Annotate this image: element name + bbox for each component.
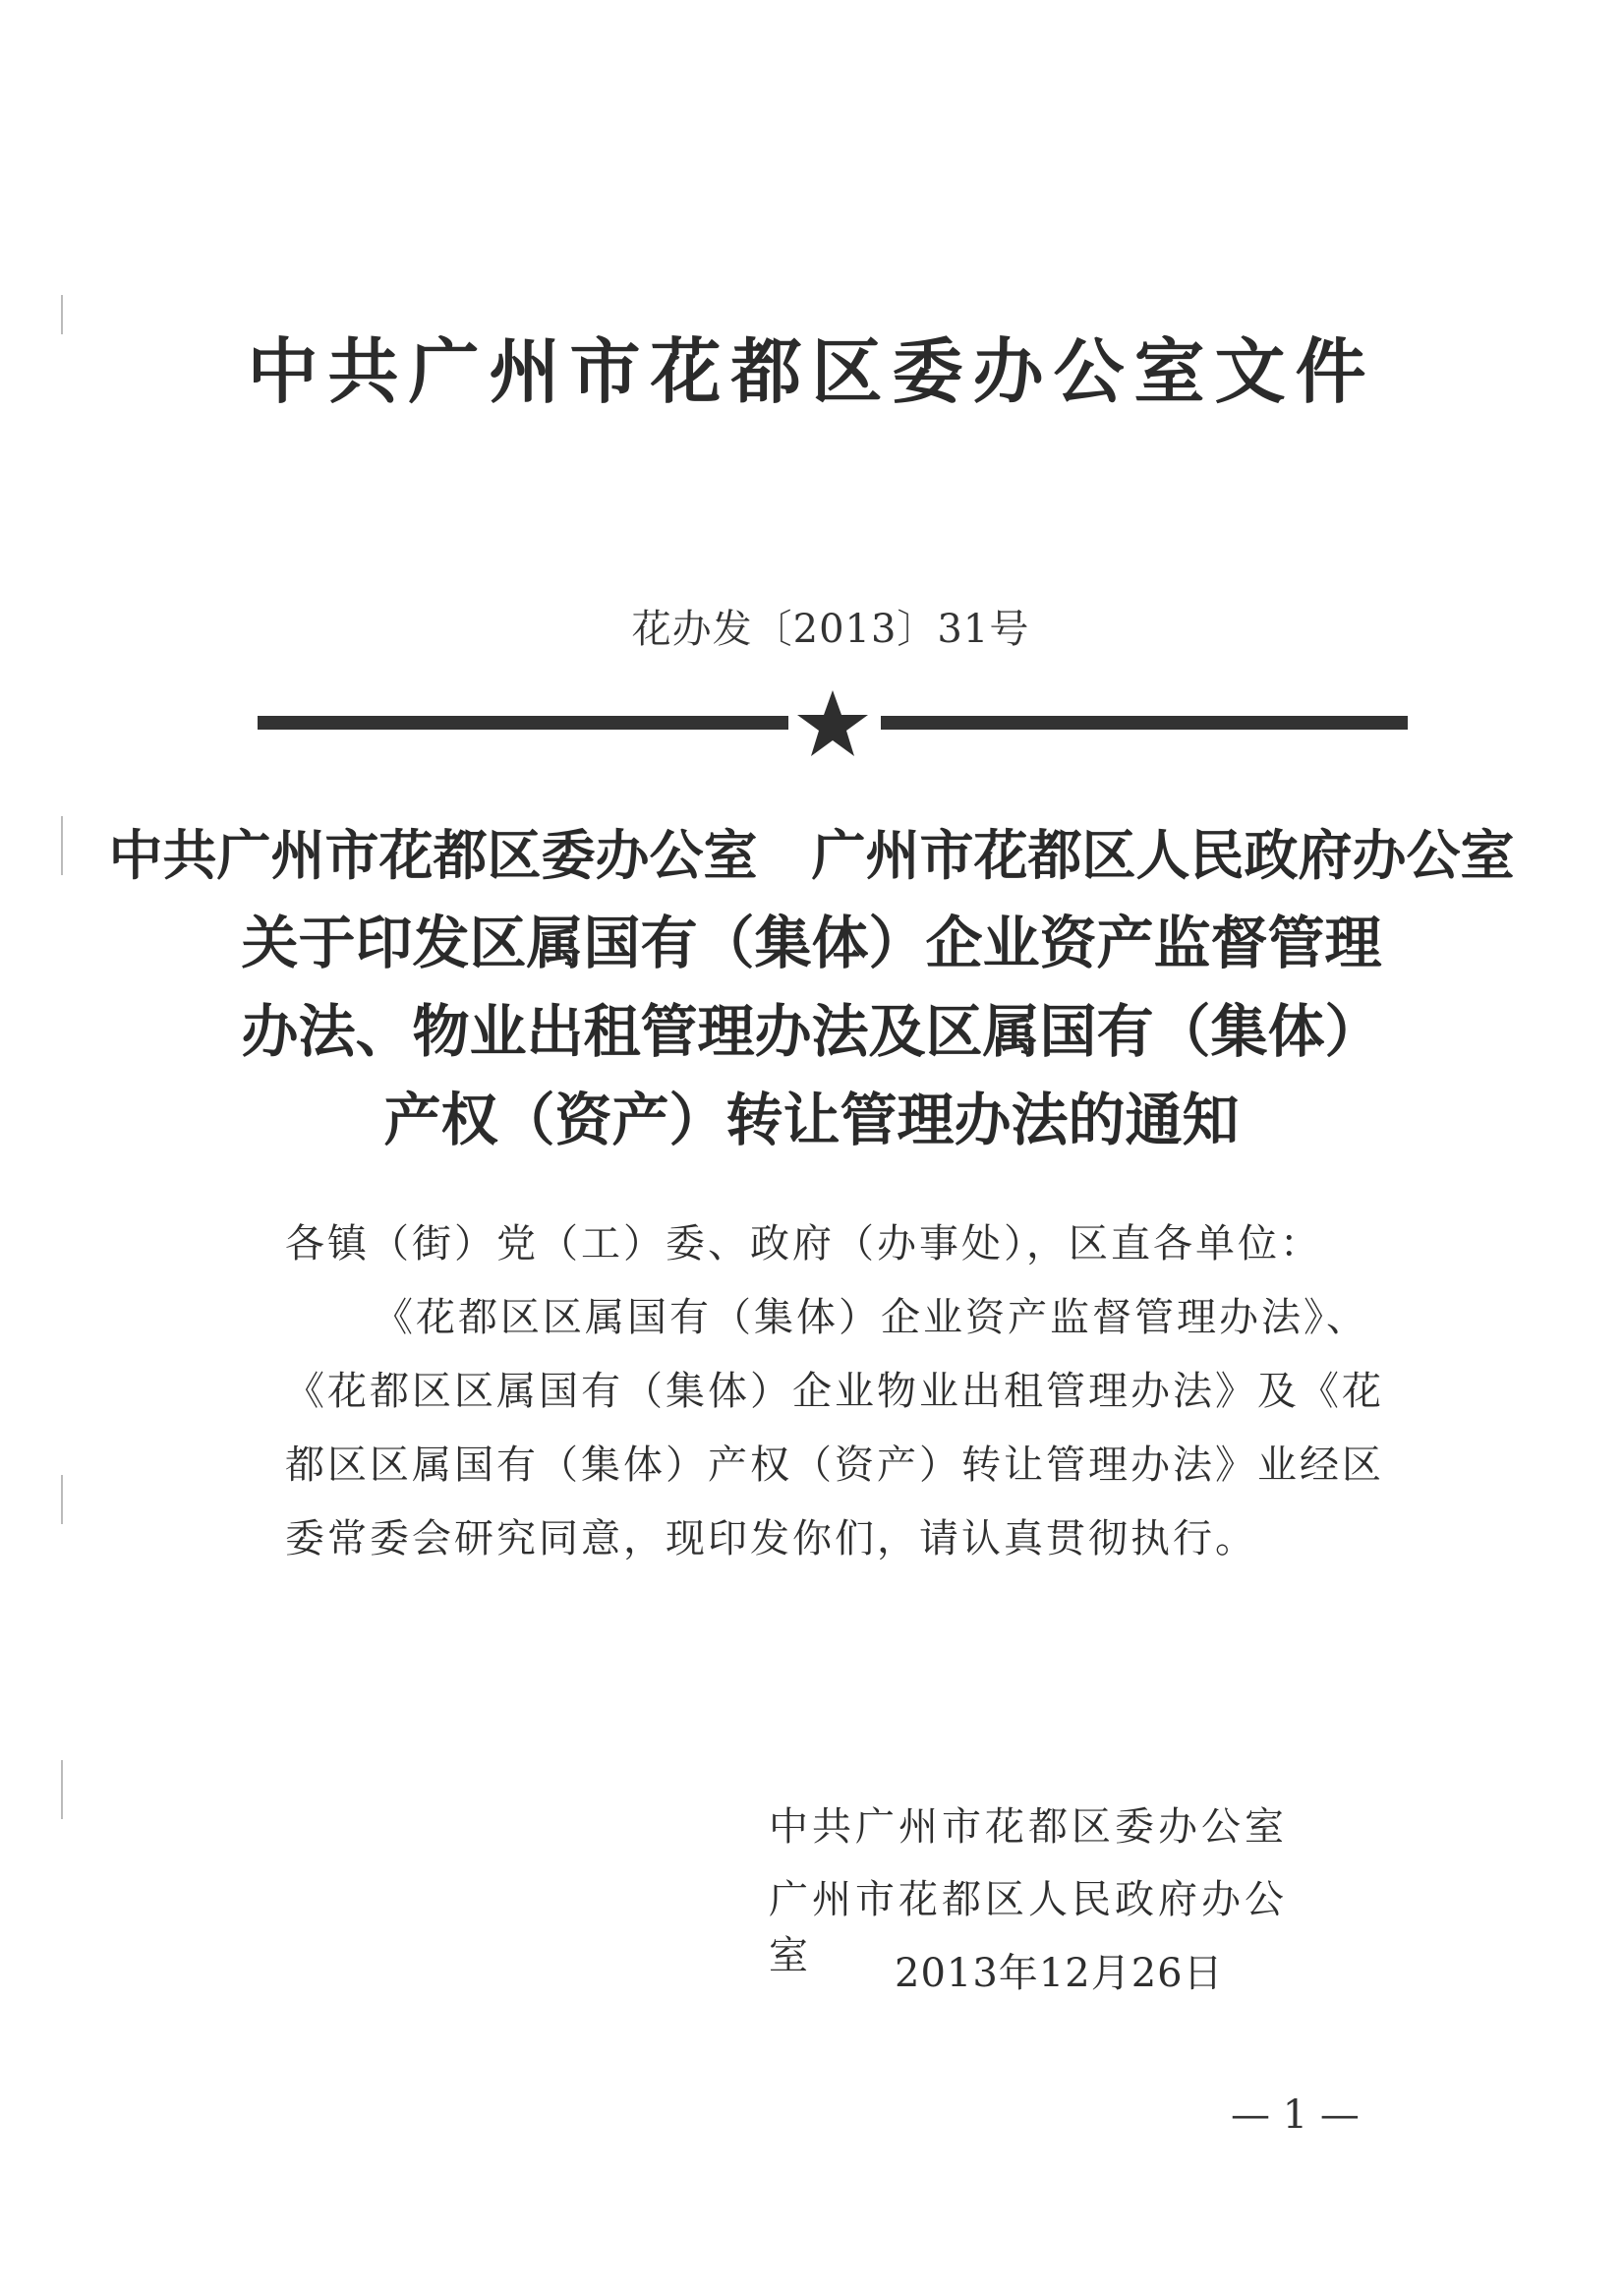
red-rule-right [881,716,1408,730]
signature-issuer: 中共广州市花都区委办公室 [769,1804,1288,1850]
body-line: 委常委会研究同意，现印发你们，请认真贯彻执行。 [285,1516,1257,1561]
binding-mark [61,1760,63,1819]
star-icon [793,688,872,759]
body-line: 《花都区区属国有（集体）企业资产监督管理办法》、 [374,1295,1368,1340]
binding-mark [61,1475,63,1524]
body-line: 都区区属国有（集体）产权（资产）转让管理办法》业经区 [285,1442,1384,1488]
subject-line: 办法、物业出租管理办法及区属国有（集体） [241,998,1382,1065]
salutation: 各镇（街）党（工）委、政府（办事处），区直各单位： [285,1221,1322,1266]
document-header-title: 中共广州市花都区委办公室文件 [247,329,1376,413]
subject-line: 产权（资产）转让管理办法的通知 [383,1087,1240,1153]
document-number: 花办发〔2013〕31号 [631,607,1030,652]
page-number: — 1 — [1231,2092,1360,2138]
body-line: 《花都区区属国有（集体）企业物业出租管理办法》及《花 [285,1369,1384,1414]
subject-issuers: 中共广州市花都区委办公室 广州市花都区人民政府办公室 [108,823,1515,887]
subject-line: 关于印发区属国有（集体）企业资产监督管理 [241,910,1382,976]
signature-date: 2013年12月26日 [895,1951,1224,1996]
red-rule-left [258,716,788,730]
signature-issuer: 广州市花都区人民政府办公室 [769,1877,1288,1978]
